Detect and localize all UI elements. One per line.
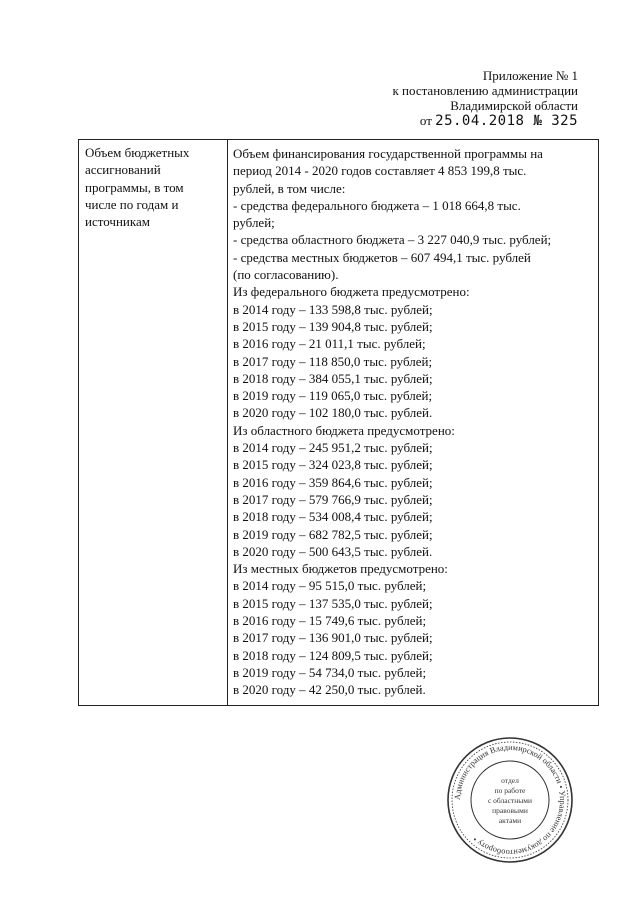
right-cell-line: в 2014 году – 95 515,0 тыс. рублей; [233, 578, 427, 594]
right-cell-line: - средства областного бюджета – 3 227 040,9 тыс. рублей; [233, 232, 552, 248]
table-right-cell [228, 140, 598, 705]
table-left-cell [79, 140, 228, 705]
right-cell-line: в 2017 году – 136 901,0 тыс. рублей; [233, 630, 433, 646]
right-cell-line: в 2017 году – 579 766,9 тыс. рублей; [233, 491, 433, 507]
right-cell-line: в 2016 году – 359 864,6 тыс. рублей; [233, 474, 433, 490]
right-cell-line: в 2015 году – 139 904,8 тыс. рублей; [233, 318, 433, 334]
seal-center-line: с областными [487, 796, 533, 805]
right-cell-line: в 2018 году – 534 008,4 тыс. рублей; [233, 509, 433, 525]
seal-center-line: правовыми [492, 806, 528, 815]
seal-ring-textpath: Администрация Владимирской области • Управление по документообороту • [452, 742, 568, 858]
appendix-header [392, 68, 578, 129]
right-cell-line: - средства местных бюджетов – 607 494,1 тыс. рублей [233, 249, 531, 265]
right-cell-line: в 2020 году – 102 180,0 тыс. рублей. [233, 405, 433, 421]
right-cell-line: в 2015 году – 324 023,8 тыс. рублей; [233, 457, 433, 473]
left-cell-line: ассигнований [85, 162, 161, 178]
left-cell-line: числе по годам и [85, 196, 179, 212]
right-cell-line: Из областного бюджета предусмотрено: [233, 422, 455, 438]
funding-table [78, 139, 599, 706]
seal-center-line: актами [498, 816, 522, 825]
right-cell-line: - средства федерального бюджета – 1 018 664,8 тыс. [233, 197, 521, 213]
right-cell-line: в 2019 году – 119 065,0 тыс. рублей; [233, 388, 433, 404]
right-cell-line: в 2020 году – 500 643,5 тыс. рублей. [233, 543, 433, 559]
left-cell-line: Объем бюджетных [85, 145, 190, 160]
right-cell-line: рублей, в том числе: [233, 180, 346, 196]
right-cell-line: период 2014 - 2020 годов составляет 4 853 199,8 тыс. [233, 163, 527, 179]
right-cell-line: в 2020 году – 42 250,0 тыс. рублей. [233, 682, 426, 698]
seal-center-line: по работе [494, 786, 526, 795]
right-cell-line: Из местных бюджетов предусмотрено: [233, 561, 448, 577]
right-cell-line: (по согласованию). [233, 267, 339, 283]
date-number-stamp: 25.04.2018 № 325 [435, 113, 578, 129]
seal-center-text [488, 776, 532, 825]
appendix-title: Приложение № 1 [482, 68, 578, 83]
appendix-resolution-line: к постановлению администрации [392, 83, 578, 98]
right-cell-line: в 2018 году – 124 809,5 тыс. рублей; [233, 647, 433, 663]
left-cell-line: источникам [85, 214, 150, 230]
right-cell-line: Объем финансирования государственной программы на [233, 146, 543, 161]
right-cell-line: в 2015 году – 137 535,0 тыс. рублей; [233, 595, 433, 611]
left-cell-line: программы, в том [85, 179, 184, 195]
right-cell-line: Из федерального бюджета предусмотрено: [233, 284, 470, 300]
appendix-region-line: Владимирской области [450, 98, 578, 113]
official-seal [445, 735, 575, 865]
right-cell-line: в 2016 году – 15 749,6 тыс. рублей; [233, 613, 427, 629]
seal-center-line: отдел [501, 776, 519, 785]
right-cell-line: рублей; [233, 215, 275, 231]
appendix-date-line [392, 113, 578, 129]
right-cell-line: в 2019 году – 682 782,5 тыс. рублей; [233, 526, 433, 542]
right-cell-line: в 2017 году – 118 850,0 тыс. рублей; [233, 353, 433, 369]
right-cell-line: в 2018 году – 384 055,1 тыс. рублей; [233, 370, 433, 386]
right-cell-line: в 2016 году – 21 011,1 тыс. рублей; [233, 336, 426, 352]
date-prefix: от [419, 113, 432, 128]
right-cell-line: в 2014 году – 133 598,8 тыс. рублей; [233, 301, 433, 317]
right-cell-line: в 2019 году – 54 734,0 тыс. рублей; [233, 664, 427, 680]
right-cell-line: в 2014 году – 245 951,2 тыс. рублей; [233, 440, 433, 456]
